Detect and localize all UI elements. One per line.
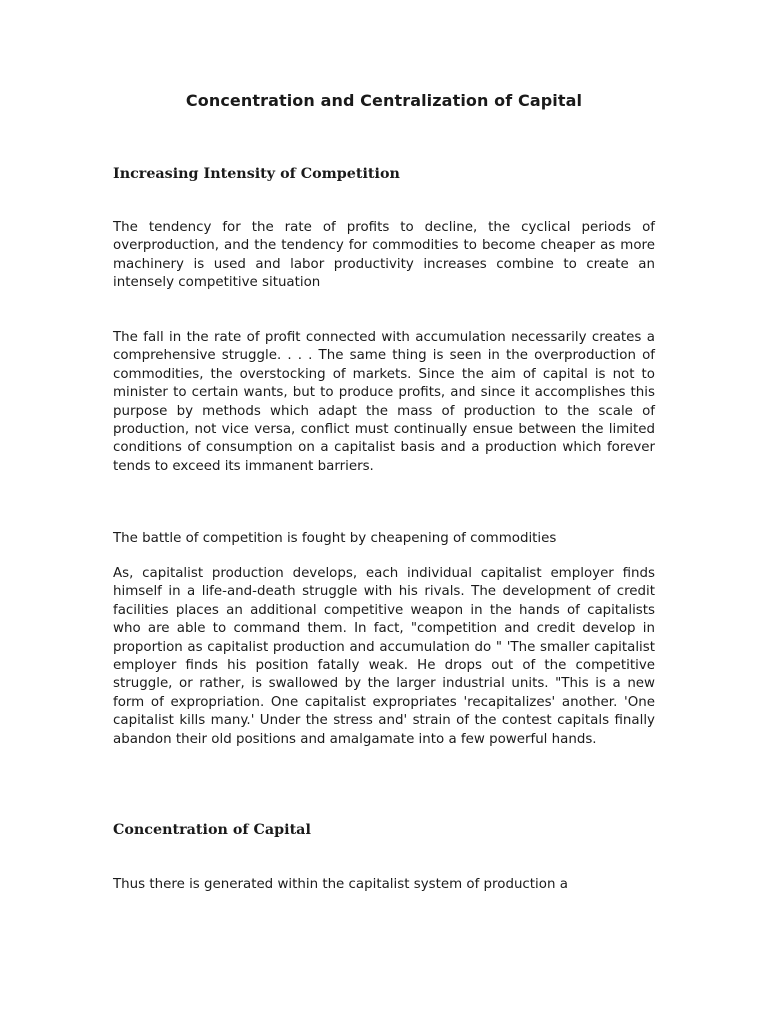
paragraph-battle-of-competition: The battle of competition is fought by cheapening of commodities xyxy=(113,531,557,546)
paragraph-tendency: The tendency for the rate of profits to decline, the cyclical periods of overproduction, and the tendency for commodities to become cheaper as more machinery is used and labor productivity increases combine to create an intensely competitive situation xyxy=(113,220,655,291)
section-heading-concentration: Concentration of Capital xyxy=(113,822,311,838)
section-heading-competition: Increasing Intensity of Competition xyxy=(113,166,400,182)
paragraph-capitalist-production: As, capitalist production develops, each individual capitalist employer finds himself in a life-and-death struggle with his rivals. The development of credit facilities places an additional competitive weapon in the hands of capitalists who are able to command them. In fact, "competition and credit develop in proportion as capitalist production and accumulation do " 'The smaller capitalist employer finds his position fatally weak. He drops out of the competitive struggle, or rather, is swallowed by the larger industrial units. "This is a new form of expropriation. One capitalist expropriates 'recapitalizes' another. 'One capitalist kills many.' Under the stress and' strain of the contest capitals finally abandon their old positions and amalgamate into a few powerful hands. xyxy=(113,566,655,747)
document-title: Concentration and Centralization of Capital xyxy=(185,91,583,110)
paragraph-fall-in-rate: The fall in the rate of profit connected with accumulation necessarily creates a comprehensive struggle. . . . The same thing is seen in the overproduction of commodities, the overstocking of markets. Since the aim of capital is not to minister to certain wants, but to produce profits, and since it accomplishes this purpose by methods which adapt the mass of production to the scale of production, not vice versa, conflict must continually ensue between the limited conditions of consumption on a capitalist basis and a production which forever tends to exceed its immanent barriers. xyxy=(113,330,655,474)
paragraph-thus-generated: Thus there is generated within the capitalist system of production a xyxy=(113,877,568,892)
